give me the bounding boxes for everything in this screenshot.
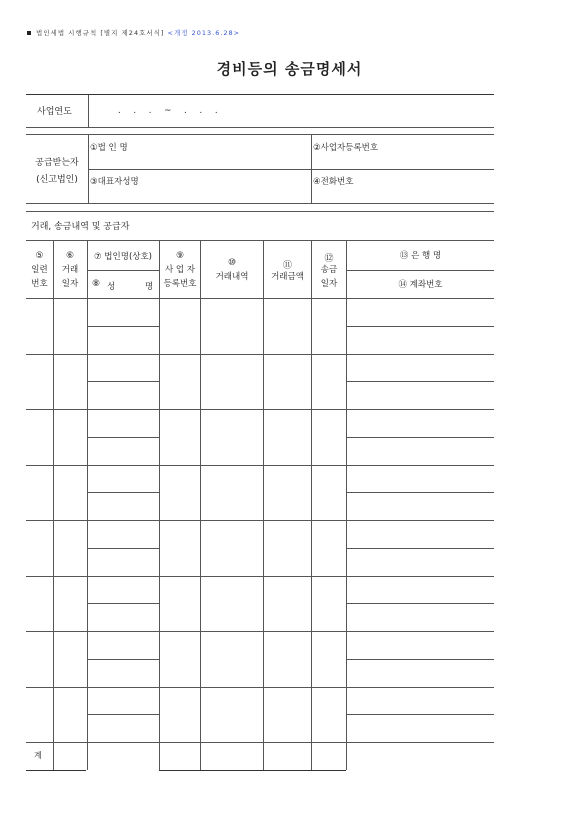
table-row-person-name-cell[interactable]	[88, 327, 158, 353]
table-row-person-name-cell[interactable]	[88, 660, 158, 686]
year-label: 사업연도	[37, 107, 72, 117]
divider	[26, 94, 494, 95]
table-row-corp-name-cell[interactable]	[88, 299, 158, 325]
table-row-account-cell[interactable]	[347, 604, 493, 630]
divider	[26, 211, 494, 212]
table-row-date-cell[interactable]	[54, 299, 86, 353]
table-row-bank-cell[interactable]	[347, 577, 493, 603]
recipient-label-1: 공급받는자	[35, 158, 79, 168]
table-row-description-cell[interactable]	[201, 632, 262, 686]
table-row-date-cell[interactable]	[54, 577, 86, 631]
table-rule	[346, 270, 494, 271]
table-row-date-cell[interactable]	[54, 355, 86, 409]
table-row-corp-name-cell[interactable]	[88, 410, 158, 436]
table-row-person-name-cell[interactable]	[88, 715, 158, 741]
col12-line1: 송금	[320, 265, 338, 275]
biz-reg-label: ②사업자등록번호	[313, 143, 379, 153]
col6-num: ⑥	[65, 251, 75, 261]
divider	[88, 169, 494, 170]
divider	[88, 95, 89, 127]
table-row-amount-cell[interactable]	[264, 466, 310, 520]
table-row-biz-reg-cell[interactable]	[160, 688, 199, 742]
table-row-remit-date-cell[interactable]	[312, 355, 345, 409]
table-row-biz-reg-cell[interactable]	[160, 410, 199, 464]
table-row-amount-cell[interactable]	[264, 410, 310, 464]
table-row-date-cell[interactable]	[54, 466, 86, 520]
table-row-person-name-cell[interactable]	[88, 493, 158, 519]
col6-line2: 일자	[61, 279, 79, 289]
col14-label: ⑭ 계좌번호	[398, 280, 443, 290]
divider	[26, 127, 494, 128]
col5-line2: 번호	[31, 279, 48, 289]
col9-line2: 등록번호	[163, 279, 197, 289]
total-label: 계	[34, 751, 42, 760]
table-row-account-cell[interactable]	[347, 549, 493, 575]
table-row-amount-cell[interactable]	[264, 299, 310, 353]
table-row-remit-date-cell[interactable]	[312, 466, 345, 520]
table-rule	[26, 770, 86, 771]
divider	[26, 134, 494, 135]
col10-label: 거래내역	[215, 272, 249, 282]
table-row-date-cell[interactable]	[54, 688, 86, 742]
col12-num: ⑫	[324, 254, 334, 264]
col12-line2: 일자	[320, 279, 338, 289]
table-row-bank-cell[interactable]	[347, 632, 493, 658]
table-row-account-cell[interactable]	[347, 327, 493, 353]
table-row-account-cell[interactable]	[347, 382, 493, 408]
table-row-corp-name-cell[interactable]	[88, 355, 158, 381]
table-row-bank-cell[interactable]	[347, 521, 493, 547]
revision-text: <개정 2013.6.28>	[167, 29, 241, 37]
form-title: 경비등의 송금명세서	[216, 60, 363, 78]
regulation-text: 법인세법 시행규칙 [별지 제24호서식]	[36, 29, 165, 37]
table-rule	[159, 770, 346, 771]
divider	[26, 203, 494, 204]
table-row-biz-reg-cell[interactable]	[160, 355, 199, 409]
table-row-remit-date-cell[interactable]	[312, 299, 345, 353]
table-row-amount-cell[interactable]	[264, 632, 310, 686]
col9-num: ⑨	[175, 251, 185, 261]
col7-label: ⑦ 법인명(상호)	[93, 252, 152, 262]
col6-line1: 거래	[61, 265, 79, 275]
table-row-corp-name-cell[interactable]	[88, 632, 158, 658]
col8-num: ⑧	[92, 279, 101, 289]
table-row-corp-name-cell[interactable]	[88, 466, 158, 492]
table-row-bank-cell[interactable]	[347, 688, 493, 714]
col11-label: 거래금액	[271, 272, 304, 282]
table-row-remit-date-cell[interactable]	[312, 688, 345, 742]
regulation-header	[27, 28, 240, 37]
table-row-remit-date-cell[interactable]	[312, 632, 345, 686]
table-row-person-name-cell[interactable]	[88, 549, 158, 575]
table-row-amount-cell[interactable]	[264, 521, 310, 575]
table-row-description-cell[interactable]	[201, 410, 262, 464]
col8-b: 명	[145, 282, 154, 292]
table-row-person-name-cell[interactable]	[88, 382, 158, 408]
col13-label: ⑬ 은 행 명	[399, 251, 442, 261]
table-row-account-cell[interactable]	[347, 438, 493, 464]
table-row-description-cell[interactable]	[201, 299, 262, 353]
table-row-amount-cell[interactable]	[264, 577, 310, 631]
total-amount-cell[interactable]	[264, 743, 310, 769]
table-row-description-cell[interactable]	[201, 577, 262, 631]
table-row-bank-cell[interactable]	[347, 355, 493, 381]
table-row-person-name-cell[interactable]	[88, 604, 158, 630]
table-row-corp-name-cell[interactable]	[88, 577, 158, 603]
table-row-biz-reg-cell[interactable]	[160, 632, 199, 686]
table-row-description-cell[interactable]	[201, 355, 262, 409]
table-row-biz-reg-cell[interactable]	[160, 521, 199, 575]
table-row-corp-name-cell[interactable]	[88, 521, 158, 547]
table-row-remit-date-cell[interactable]	[312, 521, 345, 575]
table-row-account-cell[interactable]	[347, 715, 493, 741]
table-rule	[87, 270, 159, 271]
table-row-corp-name-cell[interactable]	[88, 688, 158, 714]
table-row-amount-cell[interactable]	[264, 688, 310, 742]
square-bullet-icon	[27, 31, 31, 35]
col5-line1: 일련	[31, 265, 48, 275]
table-row-biz-reg-cell[interactable]	[160, 577, 199, 631]
recipient-label-2: (신고법인)	[36, 175, 78, 185]
table-row-account-cell[interactable]	[347, 660, 493, 686]
rep-name-label: ③대표자성명	[90, 177, 139, 187]
col9-line1: 사 업 자	[164, 265, 196, 275]
table-row-bank-cell[interactable]	[347, 466, 493, 492]
table-row-person-name-cell[interactable]	[88, 438, 158, 464]
table-row-biz-reg-cell[interactable]	[160, 466, 199, 520]
table-row-description-cell[interactable]	[201, 521, 262, 575]
table-row-amount-cell[interactable]	[264, 355, 310, 409]
transactions-title: 거래, 송금내역 및 공급자	[31, 222, 130, 232]
table-row-date-cell[interactable]	[54, 410, 86, 464]
year-value[interactable]: . . . ~ . . .	[118, 106, 223, 116]
phone-label: ④전화번호	[313, 177, 354, 187]
table-row-date-cell[interactable]	[54, 632, 86, 686]
table-row-description-cell[interactable]	[201, 688, 262, 742]
col5-num: ⑤	[35, 251, 44, 261]
table-row-biz-reg-cell[interactable]	[160, 299, 199, 353]
table-row-date-cell[interactable]	[54, 521, 86, 575]
table-row-remit-date-cell[interactable]	[312, 577, 345, 631]
col8-a: 성	[107, 282, 116, 292]
col11-num: ⑪	[282, 261, 292, 271]
table-row-remit-date-cell[interactable]	[312, 410, 345, 464]
table-row-bank-cell[interactable]	[347, 299, 493, 325]
corp-name-label: ①법 인 명	[90, 143, 128, 153]
col10-num: ⑩	[227, 258, 237, 268]
table-row-account-cell[interactable]	[347, 493, 493, 519]
table-row-bank-cell[interactable]	[347, 410, 493, 436]
table-rule	[26, 742, 494, 743]
table-row-description-cell[interactable]	[201, 466, 262, 520]
divider	[26, 240, 494, 241]
